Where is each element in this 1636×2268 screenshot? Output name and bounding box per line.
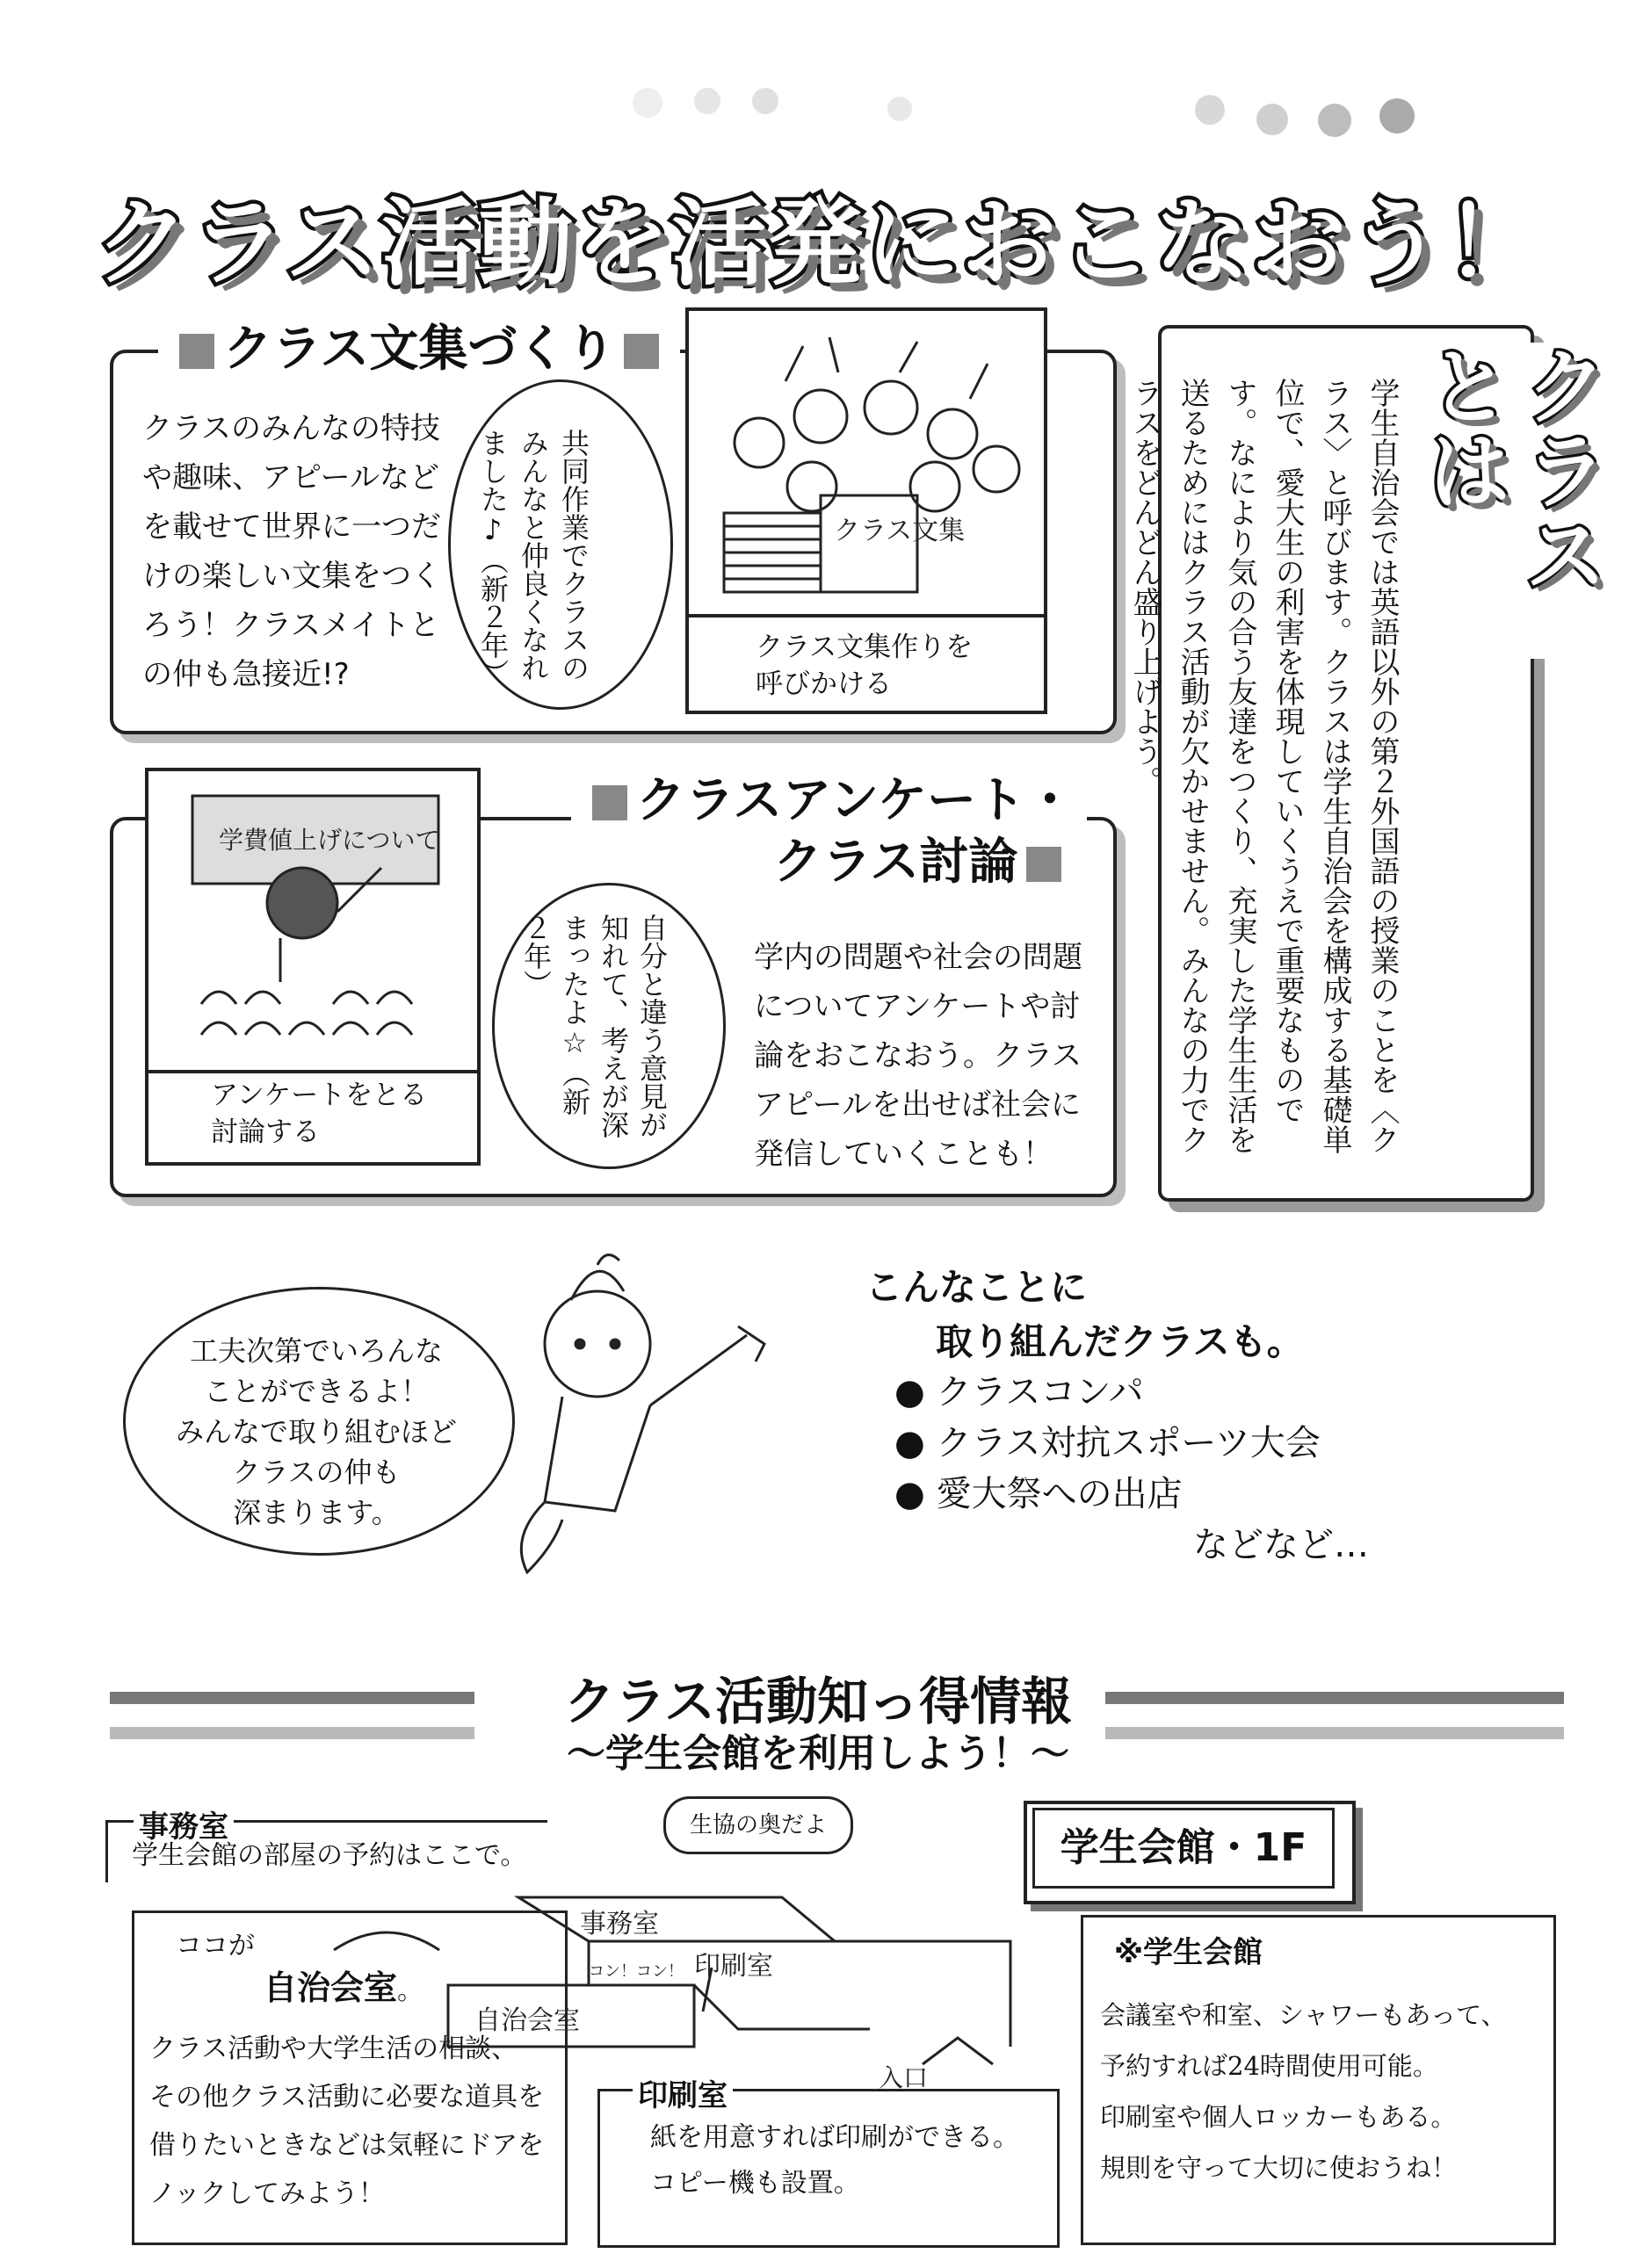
jimushitsu-heading: 事務室 (134, 1802, 234, 1845)
jichikai-lead: ココが (176, 1931, 255, 1961)
insatsu-text: 紙を用意すれば印刷ができる。 コピー機も設置。 (650, 2122, 1019, 2199)
svg-text:入口: 入口 (879, 2063, 929, 2091)
decor-dot (1318, 104, 1351, 137)
speech-text: 工夫次第でいろんな ことができるよ！ みんなで取り組むほど クラスの仲も 深まります。 (175, 1334, 457, 1529)
svg-text:学費値上げについて: 学費値上げについて (219, 826, 440, 855)
list-item: ● 愛大祭への出店 (894, 1474, 1183, 1514)
kaikan-text: 会議室や和室、シャワーもあって、 予約すれば24時間使用可能。 印刷室や個人ロッカーもある。 規則を守って大切に使おうね！ (1100, 2000, 1507, 2183)
sidebar-title: クラスとは (1415, 343, 1608, 659)
survey-comment: 自分と違う意見が知れて、考えが深まったよ☆（新２年） (519, 914, 669, 1138)
decor-dot (887, 97, 912, 121)
survey-caption: アンケートをとる 討論する (211, 1080, 428, 1148)
floor-label: 学生会館・1F (1032, 1808, 1335, 1889)
survey-illustration (148, 771, 477, 1070)
svg-text:印刷室: 印刷室 (694, 1951, 773, 1982)
kaikan-heading: ※学生会館 (1109, 1928, 1268, 1971)
survey-heading-line2: クラス討論 (761, 834, 1082, 891)
examples-heading: こんなことに 取り組んだクラスも。 (865, 1266, 1304, 1363)
coop-bubble: 生協の奥だよ (663, 1796, 853, 1854)
decor-dot (633, 88, 662, 118)
survey-heading-line1: クラスアンケート・ (571, 773, 1087, 829)
bunshu-heading: クラス文集づくり (158, 321, 680, 378)
info-title: クラス活動知っ得情報 (563, 1672, 1073, 1731)
decor-dot (1256, 104, 1288, 135)
examples-list (894, 1367, 1369, 1571)
svg-text:自治会室: 自治会室 (474, 2005, 580, 2036)
svg-text:コン！コン！: コン！コン！ (589, 1962, 684, 1981)
bunshu-comment: 共同作業でクラスのみんなと仲良くなれました♪（新２年） (476, 429, 590, 687)
jichikai-text: クラス活動や大学生活の相談、 その他クラス活動に必要な道具を 借りたいときなどは気軽にドアを ノックしてみよう！ (149, 2033, 545, 2209)
svg-text:事務室: 事務室 (580, 1909, 659, 1939)
bunshu-caption: クラス文集作りを 呼びかける (756, 632, 974, 700)
bunshu-illustration (689, 311, 1044, 614)
decor-dot (1379, 98, 1415, 134)
examples-etc: などなど… (1193, 1525, 1369, 1565)
bunshu-body: クラスのみんなの特技 や趣味、アピールなど を載せて世界に一つだ けの楽しい文集をつく ろう！クラスメイトと の仲も急接近!? (142, 411, 441, 692)
list-item: ● クラス対抗スポーツ大会 (894, 1423, 1321, 1463)
student-illustration (492, 1247, 782, 1590)
info-subtitle: 〜学生会館を利用しよう！〜 (567, 1731, 1069, 1776)
jimushitsu-text: 学生会館の部屋の予約はここで。 (132, 1840, 527, 1871)
jichikai-name: 自治会室。 (264, 1968, 424, 2007)
list-item: ● クラスコンパ (894, 1372, 1144, 1412)
decor-dot (752, 88, 778, 114)
sidebar-text: 学生自治会では英語以外の第２外国語の授業のことを〈クラス〉と呼びます。クラスは学生自治会を構成する基礎単位で、愛大生の利害を体現していくうえで重要なものです。なにより気の合う友達をつくり、充実した学生生活を送るためにはクラス活動が欠かせません。みんなの力でクラスをどんどん盛り上げよう。 (1127, 378, 1400, 1154)
svg-text:クラス文集: クラス文集 (834, 516, 966, 546)
decor-dot (694, 88, 720, 114)
insatsu-heading: 印刷室 (633, 2071, 733, 2114)
survey-body: 学内の問題や社会の問題 についてアンケートや討 論をおこなおう。クラス アピールを出せば社会に 発信していくことも！ (754, 940, 1082, 1172)
page-title: クラス活動を活発におこなおう！ (94, 189, 1542, 299)
decor-dot (1195, 95, 1225, 125)
